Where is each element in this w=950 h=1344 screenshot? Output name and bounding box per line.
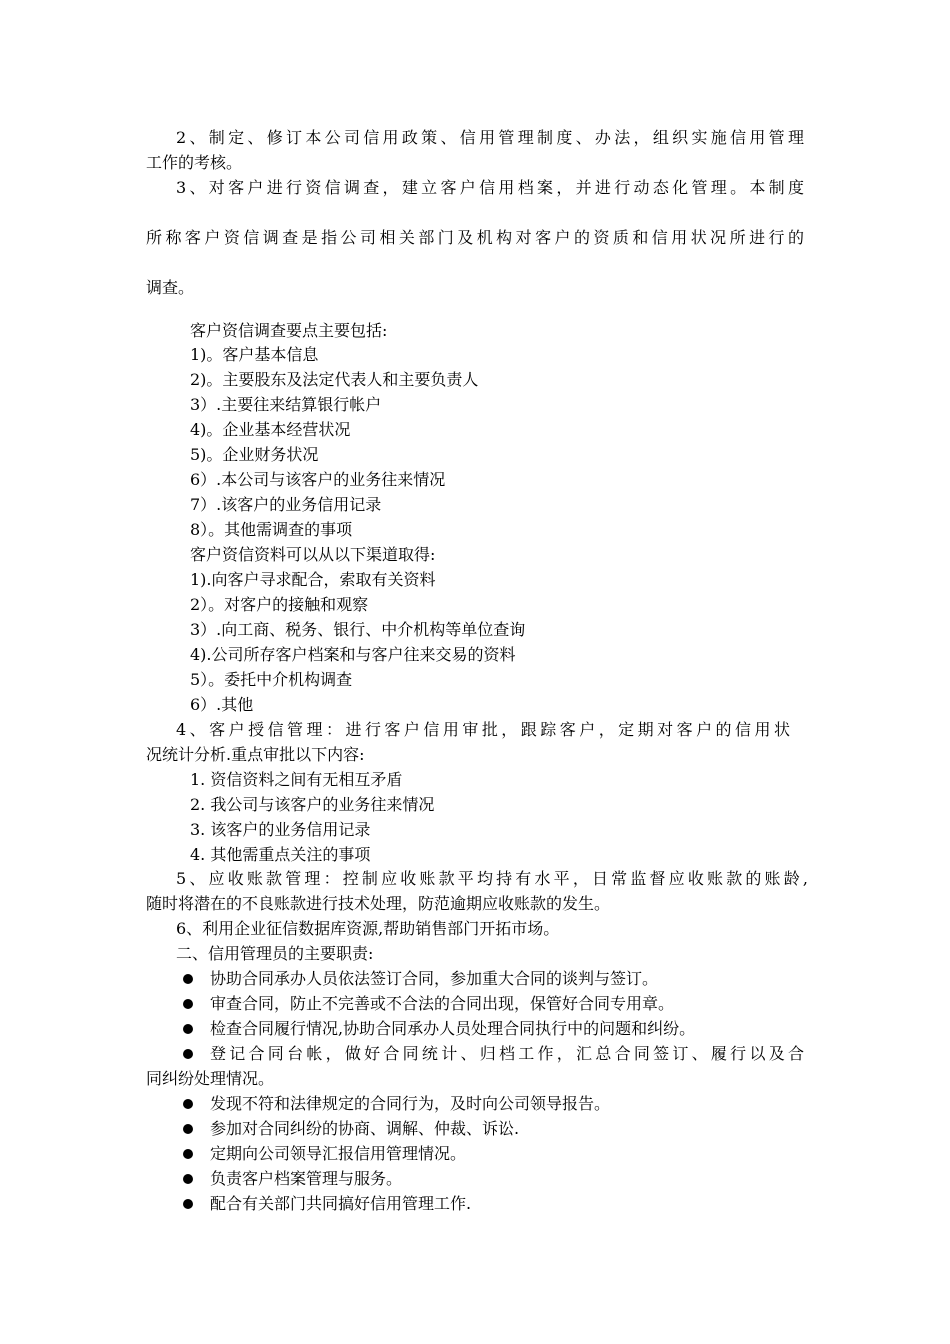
- list-item: 参加对合同纠纷的协商、调解、仲裁、诉讼.: [210, 1119, 520, 1138]
- text-line: 5、应收账款管理：控制应收账款平均持有水平，日常监督应收账款的账龄,: [176, 869, 808, 888]
- list-item: 2)。主要股东及法定代表人和主要负责人: [190, 370, 479, 389]
- text-line: 工作的考核。: [146, 153, 243, 172]
- list-item: 定期向公司领导汇报信用管理情况。: [210, 1144, 467, 1163]
- list-item: 6）.其他: [190, 695, 254, 714]
- bullet-icon: [183, 1174, 193, 1184]
- list-item: 2）。对客户的接触和观察: [190, 595, 369, 614]
- list-item: 审查合同，防止不完善或不合法的合同出现，保管好合同专用章。: [210, 994, 675, 1013]
- text-line: 调查。: [146, 278, 195, 297]
- text-line: 况统计分析.重点审批以下内容:: [146, 745, 365, 764]
- list-item: 6）.本公司与该客户的业务往来情况: [190, 470, 446, 489]
- list-item: 5)。企业财务状况: [190, 445, 319, 464]
- text-line: 随时将潜在的不良账款进行技术处理，防范逾期应收账款的发生。: [146, 894, 611, 913]
- bullet-icon: [183, 974, 193, 984]
- list-item: 检查合同履行情况,协助合同承办人员处理合同执行中的问题和纠纷。: [210, 1019, 696, 1038]
- list-item: 4)。企业基本经营状况: [190, 420, 351, 439]
- text-line: 6、利用企业征信数据库资源,帮助销售部门开拓市场。: [176, 919, 560, 938]
- text-line: 2、制定、修订本公司信用政策、信用管理制度、办法，组织实施信用管理: [176, 128, 804, 147]
- section-heading: 客户资信资料可以从以下渠道取得:: [190, 545, 436, 564]
- text-line: 同纠纷处理情况。: [146, 1069, 275, 1088]
- list-item: 4).公司所存客户档案和与客户往来交易的资料: [190, 645, 516, 664]
- section-heading: 二、信用管理员的主要职责:: [176, 944, 374, 963]
- bullet-icon: [183, 1099, 193, 1109]
- list-item: 2. 我公司与该客户的业务往来情况: [190, 795, 435, 814]
- list-item: 配合有关部门共同搞好信用管理工作.: [210, 1194, 472, 1213]
- text-line: 3、对客户进行资信调查，建立客户信用档案，并进行动态化管理。本制度: [176, 178, 804, 197]
- list-item: 7）.该客户的业务信用记录: [190, 495, 382, 514]
- list-item: 5）。委托中介机构调查: [190, 670, 353, 689]
- text-line: 4、客户授信管理：进行客户信用审批，跟踪客户，定期对客户的信用状: [176, 720, 790, 739]
- list-item: 4. 其他需重点关注的事项: [190, 845, 371, 864]
- list-item: 1. 资信资料之间有无相互矛盾: [190, 770, 403, 789]
- bullet-icon: [183, 1024, 193, 1034]
- list-item: 3. 该客户的业务信用记录: [190, 820, 371, 839]
- section-heading: 客户资信调查要点主要包括:: [190, 321, 388, 340]
- list-item: 协助合同承办人员依法签订合同，参加重大合同的谈判与签订。: [210, 969, 659, 988]
- list-item: 8）。其他需调查的事项: [190, 520, 353, 539]
- list-item: 负责客户档案管理与服务。: [210, 1169, 403, 1188]
- bullet-icon: [183, 999, 193, 1009]
- list-item: 发现不符和法律规定的合同行为，及时向公司领导报告。: [210, 1094, 611, 1113]
- bullet-icon: [183, 1049, 193, 1059]
- list-item: 登记合同台帐，做好合同统计、归档工作，汇总合同签订、履行以及合: [210, 1044, 804, 1063]
- list-item: 1).向客户寻求配合，索取有关资料: [190, 570, 436, 589]
- bullet-icon: [183, 1199, 193, 1209]
- list-item: 3）.主要往来结算银行帐户: [190, 395, 382, 414]
- bullet-icon: [183, 1124, 193, 1134]
- list-item: 3）.向工商、税务、银行、中介机构等单位查询: [190, 620, 526, 639]
- list-item: 1)。客户基本信息: [190, 345, 319, 364]
- bullet-icon: [183, 1149, 193, 1159]
- text-line: 所称客户资信调查是指公司相关部门及机构对客户的资质和信用状况所进行的: [146, 228, 804, 247]
